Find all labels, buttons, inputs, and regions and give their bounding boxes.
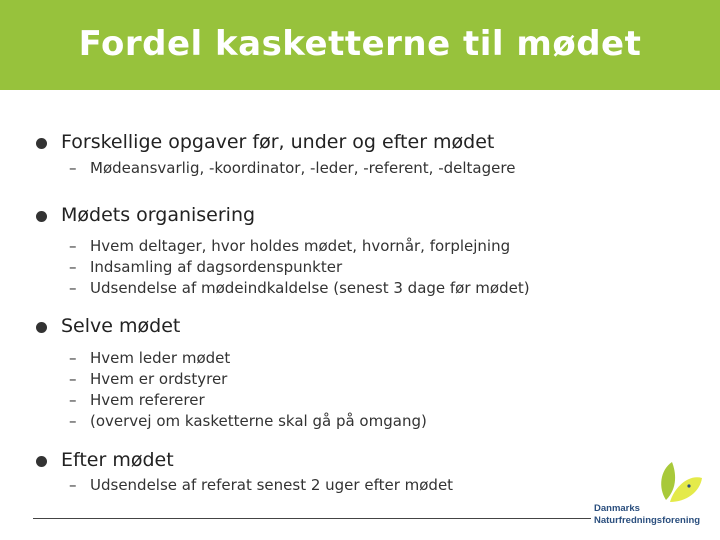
sub-item bbox=[0, 391, 720, 412]
sub-list bbox=[0, 159, 720, 180]
footer-divider bbox=[33, 518, 591, 519]
sub-item bbox=[0, 159, 720, 180]
dash-marker: – bbox=[69, 237, 77, 255]
bullet-item bbox=[0, 317, 720, 343]
bullet-dot-icon bbox=[36, 456, 47, 467]
title-bar bbox=[0, 0, 720, 90]
logo-text-line2: Naturfredningsforening bbox=[594, 515, 701, 526]
leaf-logo-icon bbox=[588, 458, 718, 506]
bullet-item bbox=[0, 206, 720, 232]
bullet-label: Forskellige opgaver før, under og efter mødet bbox=[61, 131, 495, 153]
bullet-label: Selve mødet bbox=[61, 315, 181, 337]
sub-item-text: Hvem er ordstyrer bbox=[90, 370, 228, 388]
dash-marker: – bbox=[69, 258, 77, 276]
sub-list bbox=[0, 349, 720, 433]
dash-marker: – bbox=[69, 349, 77, 367]
sub-item-text: Mødeansvarlig, -koordinator, -leder, -referent, -deltagere bbox=[90, 159, 516, 177]
dash-marker: – bbox=[69, 159, 77, 177]
dash-marker: – bbox=[69, 370, 77, 388]
sub-item bbox=[0, 279, 720, 300]
bullet-item bbox=[0, 133, 720, 159]
logo-text-line1: Danmarks bbox=[594, 503, 640, 514]
sub-list bbox=[0, 237, 720, 300]
organization-logo bbox=[588, 458, 718, 530]
sub-item-text: Indsamling af dagsordenspunkter bbox=[90, 258, 343, 276]
sub-item-text: Hvem leder mødet bbox=[90, 349, 231, 367]
section-selve-modet bbox=[0, 317, 720, 433]
bullet-dot-icon bbox=[36, 138, 47, 149]
dash-marker: – bbox=[69, 476, 77, 494]
slide-title: Fordel kasketterne til mødet bbox=[78, 24, 642, 64]
dash-marker: – bbox=[69, 412, 77, 430]
section-modets-organisering bbox=[0, 206, 720, 300]
sub-item-text: (overvej om kasketterne skal gå på omgang) bbox=[90, 412, 427, 430]
sub-item-text: Udsendelse af referat senest 2 uger efter mødet bbox=[90, 476, 454, 494]
sub-item-text: Udsendelse af mødeindkaldelse (senest 3 dage før mødet) bbox=[90, 279, 530, 297]
dash-marker: – bbox=[69, 279, 77, 297]
bullet-label: Efter mødet bbox=[61, 449, 174, 471]
sub-item bbox=[0, 258, 720, 279]
sub-item bbox=[0, 370, 720, 391]
section-forskellige-opgaver bbox=[0, 133, 720, 180]
bullet-label: Mødets organisering bbox=[61, 204, 256, 226]
sub-item-text: Hvem refererer bbox=[90, 391, 205, 409]
sub-item-text: Hvem deltager, hvor holdes mødet, hvornår, forplejning bbox=[90, 237, 511, 255]
bullet-dot-icon bbox=[36, 322, 47, 333]
dash-marker: – bbox=[69, 391, 77, 409]
sub-item bbox=[0, 412, 720, 433]
bullet-dot-icon bbox=[36, 211, 47, 222]
sub-item bbox=[0, 237, 720, 258]
sub-item bbox=[0, 349, 720, 370]
